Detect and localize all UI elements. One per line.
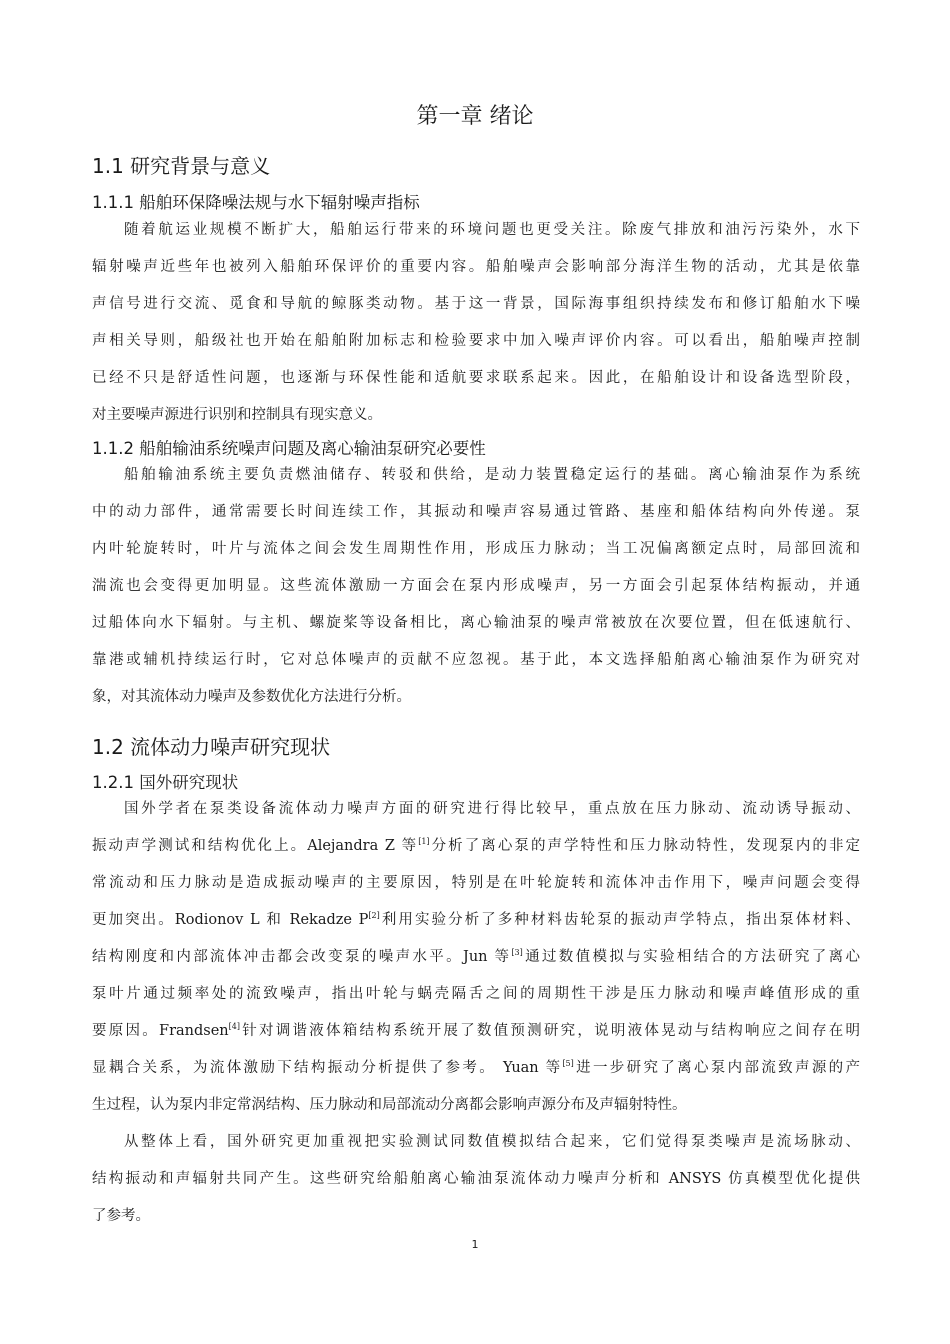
text-segment: 泵叶片通过频率处的流致噪声，指出叶轮与蜗壳隔舌之间的周期性干涉是压力脉动和噪声峰值形成的重 <box>92 986 860 1002</box>
text-segment: 结构刚度和内部流体冲击都会改变泵的噪声水平。Jun 等 <box>92 949 512 965</box>
page-number: 1 <box>471 1238 479 1251</box>
paragraph-1-2-1-b <box>92 1124 860 1235</box>
text-segment: 利用实验分析了多种材料齿轮泵的振动声学特点，指出泵体材料、 <box>379 912 861 928</box>
text-segment: 显耦合关系，为流体激励下结构振动分析提供了参考。 Yuan 等 <box>92 1060 563 1076</box>
text-line: 已经不只是舒适性问题，也逐渐与环保性能和适航要求联系起来。因此，在船舶设计和设备选型阶段， <box>92 370 860 386</box>
citation-ref: [1] <box>418 837 430 846</box>
text-line <box>92 976 860 1013</box>
text-line: 船舶输油系统主要负责燃油储存、转驳和供给，是动力装置稳定运行的基础。离心输油泵作为系统 <box>124 467 860 483</box>
paragraph-1-1-1 <box>92 212 860 434</box>
text-line <box>92 939 860 976</box>
section-heading-1-1: 1.1 研究背景与意义 <box>92 154 271 178</box>
text-segment: 针对调谐液体箱结构系统开展了数值预测研究，说明液体晃动与结构响应之间存在明 <box>240 1023 861 1039</box>
text-segment: 生过程，认为泵内非定常涡结构、压力脉动和局部流动分离都会影响声源分布及声辐射特性。 <box>92 1097 687 1113</box>
text-line: 了参考。 <box>92 1208 150 1224</box>
text-line: 内叶轮旋转时，叶片与流体之间会发生周期性作用，形成压力脉动；当工况偏离额定点时，局部回流和 <box>92 541 860 557</box>
text-segment: 国外学者在泵类设备流体动力噪声方面的研究进行得比较早，重点放在压力脉动、流动诱导振动、 <box>124 801 860 817</box>
text-line <box>92 1050 860 1087</box>
text-line: 声信号进行交流、觅食和导航的鲸豚类动物。基于这一背景，国际海事组织持续发布和修订船舶水下噪 <box>92 296 860 312</box>
text-segment: 通过数值模拟与实验相结合的方法研究了离心 <box>522 949 860 965</box>
text-segment: 分析了离心泵的声学特性和压力脉动特性，发现泵内的非定 <box>429 838 861 854</box>
text-segment: 进一步研究了离心泵内部流致声源的产 <box>573 1060 860 1076</box>
section-heading-1-2: 1.2 流体动力噪声研究现状 <box>92 735 331 759</box>
citation-ref: [5] <box>562 1059 574 1068</box>
text-line <box>92 902 860 939</box>
text-segment: 要原因。Frandsen <box>92 1023 229 1039</box>
text-line: 对主要噪声源进行识别和控制具有现实意义。 <box>92 407 382 423</box>
chapter-title: 第一章 绪论 <box>416 104 534 129</box>
text-line: 中的动力部件，通常需要长时间连续工作，其振动和噪声容易通过管路、基座和船体结构向外传递。泵 <box>92 504 860 520</box>
paragraph-1-2-1-a <box>92 791 860 1124</box>
citation-ref: [3] <box>511 948 523 957</box>
text-line: 靠港或辅机持续运行时，它对总体噪声的贡献不应忽视。基于此，本文选择船舶离心输油泵作为研究对 <box>92 652 860 668</box>
text-segment: 常流动和压力脉动是造成振动噪声的主要原因，特别是在叶轮旋转和流体冲击作用下，噪声问题会变得 <box>92 875 860 891</box>
citation-ref: [4] <box>228 1022 240 1031</box>
text-line <box>92 791 860 828</box>
text-line: 辐射噪声近些年也被列入船舶环保评价的重要内容。船舶噪声会影响部分海洋生物的活动，尤其是依靠 <box>92 259 860 275</box>
text-line: 声相关导则，船级社也开始在船舶附加标志和检验要求中加入噪声评价内容。可以看出，船舶噪声控制 <box>92 333 860 349</box>
text-line <box>92 865 860 902</box>
text-segment: 更加突出。Rodionov L 和 Rekadze P <box>92 912 369 928</box>
citation-ref: [2] <box>368 911 380 920</box>
paragraph-1-1-2 <box>92 457 860 716</box>
text-line: 过船体向水下辐射。与主机、螺旋桨等设备相比，离心输油泵的噪声常被放在次要位置，但在低速航行、 <box>92 615 860 631</box>
text-line: 湍流也会变得更加明显。这些流体激励一方面会在泵内形成噪声，另一方面会引起泵体结构振动，并通 <box>92 578 860 594</box>
text-line <box>92 828 860 865</box>
text-segment: 振动声学测试和结构优化上。Alejandra Z 等 <box>92 838 419 854</box>
section-heading-1-1-2: 1.1.2 船舶输油系统噪声问题及离心输油泵研究必要性 <box>92 439 486 458</box>
text-line <box>92 1087 860 1124</box>
text-line: 随着航运业规模不断扩大，船舶运行带来的环境问题也更受关注。除废气排放和油污污染外，水下 <box>124 222 860 238</box>
section-heading-1-1-1: 1.1.1 船舶环保降噪法规与水下辐射噪声指标 <box>92 193 420 212</box>
text-line: 结构振动和声辐射共同产生。这些研究给船舶离心输油泵流体动力噪声分析和 ANSYS 仿真模型优化提供 <box>92 1171 860 1187</box>
text-line <box>92 1013 860 1050</box>
text-line: 从整体上看，国外研究更加重视把实验测试同数值模拟结合起来，它们觉得泵类噪声是流场脉动、 <box>124 1134 860 1150</box>
section-heading-1-2-1: 1.2.1 国外研究现状 <box>92 773 239 792</box>
text-line: 象，对其流体动力噪声及参数优化方法进行分析。 <box>92 689 411 705</box>
